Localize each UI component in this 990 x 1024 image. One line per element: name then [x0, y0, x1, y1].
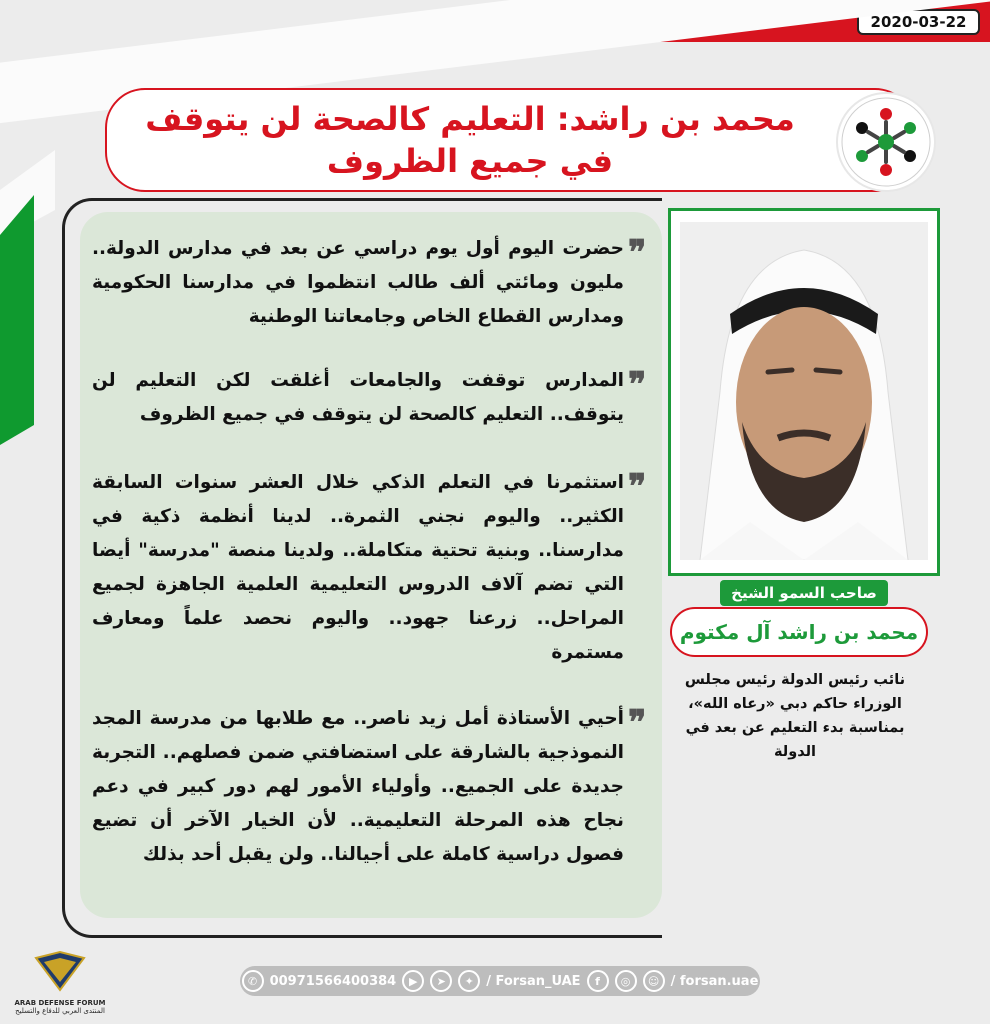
forum-watermark — [0, 950, 120, 1024]
forum-name: ARAB DEFENSE FORUM — [14, 999, 106, 1007]
quote-3: استثمرنا في التعلم الذكي خلال العشر سنوات السابقة الكثير.. واليوم نجني الثمرة.. لدينا أنظمة ذكية في مدارسنا.. وبنية تحتية متكاملة.. ولدينا منصة "مدرسة" أيضا التي تضم آلاف الدروس التعليمية العلمية الجاهزة لجميع المراحل.. زرعنا جهود.. واليوم نحصد علماً ومعارف مستمرة — [92, 472, 624, 663]
twitter-handle: / Forsan_UAE — [486, 973, 581, 989]
headline: محمد بن راشد: التعليم كالصحة لن يتوقف في جميع الظروف — [145, 100, 795, 180]
social-footer — [240, 966, 760, 996]
forum-emblem-icon — [30, 950, 90, 994]
twitter-icon[interactable]: ✦ — [458, 970, 480, 992]
quote-mark-icon: ❞ — [628, 365, 647, 405]
quote-mark-icon: ❞ — [628, 703, 647, 743]
facebook-icon[interactable]: f — [587, 970, 609, 992]
youtube-icon[interactable]: ▶ — [402, 970, 424, 992]
snapchat-icon[interactable]: ☺ — [643, 970, 665, 992]
quote-mark-icon: ❞ — [628, 233, 647, 273]
honorific-tag: صاحب السمو الشيخ — [720, 580, 888, 606]
quote-2: المدارس توقفت والجامعات أغلقت لكن التعليم لن يتوقف.. التعليم كالصحة لن يتوقف في جميع الظروف — [92, 370, 624, 425]
date-badge: 2020-03-22 — [857, 9, 980, 35]
portrait-image — [680, 222, 928, 560]
quote-1: حضرت اليوم أول يوم دراسي عن بعد في مدارس الدولة.. مليون ومائتي ألف طالب انتظموا في مدارسنا الحكومية ومدارس القطاع الخاص وجامعاتنا الوطنية — [92, 238, 624, 327]
whatsapp-icon[interactable]: ✆ — [242, 970, 264, 992]
telegram-icon[interactable]: ➤ — [430, 970, 452, 992]
quote-4: أحيي الأستاذة أمل زيد ناصر.. مع طلابها من مدرسة المجد النموذجية بالشارقة على استضافتي ضمن فصلهم.. التجربة جديدة على الجميع.. وأولياء الأمور لهم دور كبير في دعم نجاح هذه المرحلة التعليمية.. لأن الخيار الآخر أن تضيع فصول دراسية كاملة على أجيالنا.. ولن يقبل أحد بذلك — [92, 708, 624, 865]
speaker-name: محمد بن راشد آل مكتوم — [670, 607, 928, 657]
phone-number: 00971566400384 — [269, 973, 397, 989]
side-green-stripe — [0, 195, 34, 445]
instagram-icon[interactable]: ◎ — [615, 970, 637, 992]
quote-mark-icon: ❞ — [628, 467, 647, 507]
speaker-role: نائب رئيس الدولة رئيس مجلس الوزراء حاكم دبي «رعاه الله»، بمناسبة بدء التعليم عن بعد في الدولة — [684, 672, 906, 760]
instagram-handle: / forsan.uae — [670, 973, 759, 989]
forsan-logo — [836, 92, 936, 192]
forum-subtitle: المنتدى العربي للدفاع والتسليح — [15, 1007, 105, 1015]
